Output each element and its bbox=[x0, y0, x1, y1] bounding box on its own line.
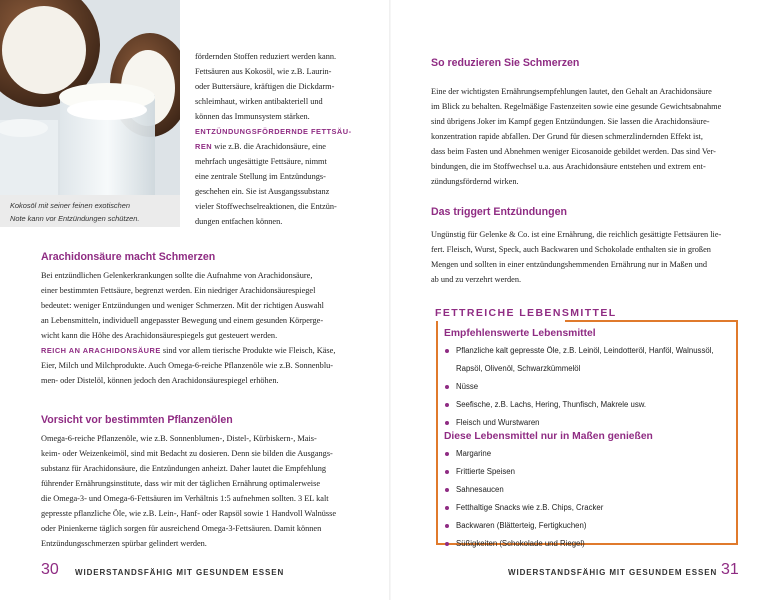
text-line bbox=[41, 491, 361, 506]
list-item: Seefische, z.B. Lachs, Hering, Thunfisch, Makrele usw. bbox=[444, 396, 714, 414]
line-text: fördernden Stoffen reduziert werden kann. bbox=[195, 52, 337, 61]
text-line bbox=[431, 242, 751, 257]
text-line bbox=[195, 199, 353, 214]
recommended-foods-list bbox=[444, 342, 714, 432]
text-line bbox=[41, 506, 361, 521]
text-line bbox=[195, 109, 353, 124]
heading-pflanzenoele: Vorsicht vor bestimmten Pflanzenölen bbox=[41, 414, 233, 426]
paragraph-pflanzenoele bbox=[41, 431, 361, 551]
page-number-left: 30 bbox=[41, 561, 59, 578]
text-line bbox=[195, 184, 353, 199]
text-line bbox=[41, 283, 361, 298]
line-text: Eine der wichtigsten Ernährungsempfehlungen lautet, den Gehalt an Arachidonsäure bbox=[431, 87, 712, 96]
box-subheading-massen: Diese Lebensmittel nur in Maßen genießen bbox=[444, 431, 653, 442]
left-page bbox=[0, 0, 390, 600]
text-line bbox=[41, 313, 361, 328]
line-text: an Lebensmitteln, individuell angepasster Bewegung und einem gesunden Körperge- bbox=[41, 316, 324, 325]
line-text: vieler Stoffwechselreaktionen, die Entzün- bbox=[195, 202, 337, 211]
text-line bbox=[195, 214, 353, 229]
text-line bbox=[195, 169, 353, 184]
small-caps-lead: REN bbox=[195, 142, 213, 151]
line-text: keim- oder Weizenkeimöl, sind mit Bedacht zu dosieren. Denn sie bilden die Ausgangs- bbox=[41, 449, 333, 458]
text-line bbox=[195, 49, 353, 64]
text-line bbox=[41, 446, 361, 461]
line-text: mehrfach ungesättigte Fettsäure, nimmt bbox=[195, 157, 327, 166]
text-line bbox=[41, 536, 361, 551]
line-text: Entzündungsschmerzen spürbar gelindert werden. bbox=[41, 539, 207, 548]
text-line bbox=[431, 84, 751, 99]
small-caps-lead: REICH AN ARACHIDONSÄURE bbox=[41, 346, 161, 355]
line-text: oder Buttersäure, kräftigen die Dickdarm- bbox=[195, 82, 335, 91]
paragraph-entzuendungen bbox=[431, 227, 751, 287]
paragraph-arachidonsaeure bbox=[41, 268, 361, 388]
line-text: eine zentrale Stellung im Entzündungs- bbox=[195, 172, 326, 181]
line-text: Fettsäuren aus Kokosöl, wie z.B. Laurin- bbox=[195, 67, 332, 76]
list-item: Pflanzliche kalt gepresste Öle, z.B. Leinöl, Leindotteröl, Hanföl, Walnussöl, bbox=[444, 342, 714, 360]
line-text: zündungsfördernd wirken. bbox=[431, 177, 519, 186]
moderate-foods-list bbox=[444, 445, 603, 553]
line-text: gepresste pflanzliche Öle, wie z.B. Lein-, Hanf- oder Rapsöl sowie 1 Handvoll Walnüsse bbox=[41, 509, 337, 518]
line-text: substanz für Arachidonsäure, die Entzündungen anheizt. Daher lautet die Empfehlung bbox=[41, 464, 326, 473]
text-line bbox=[41, 521, 361, 536]
photo-caption: Kokosöl mit seiner feinen exotischen Note kann vor Entzündungen schützen. bbox=[0, 195, 180, 227]
list-item: Süßigkeiten (Schokolade und Riegel) bbox=[444, 535, 603, 553]
line-text: konzentration rapide abfallen. Der Grund für diesen schmerzlindernden Effekt ist, bbox=[431, 132, 703, 141]
coconut-oil-photo bbox=[0, 0, 180, 195]
running-head-right: WIDERSTANDSFÄHIG MIT GESUNDEM ESSEN bbox=[508, 568, 718, 577]
text-line bbox=[195, 79, 353, 94]
line-text: dass beim Fasten und Abnehmen weniger Eicosanoide gebildet werden. Das sind Ver- bbox=[431, 147, 716, 156]
box-subheading-empfehlenswert: Empfehlenswerte Lebensmittel bbox=[444, 328, 596, 339]
text-line bbox=[431, 174, 751, 189]
list-item: Rapsöl, Olivenöl, Schwarzkümmelöl bbox=[456, 364, 581, 373]
side-column-text bbox=[195, 49, 353, 229]
text-line bbox=[41, 328, 361, 343]
line-text: Omega-6-reiche Pflanzenöle, wie z.B. Sonnenblumen-, Distel-, Kürbiskern-, Mais- bbox=[41, 434, 317, 443]
text-line bbox=[41, 373, 361, 388]
line-text: ab und zu verzehrt werden. bbox=[431, 275, 522, 284]
list-item: Sahnesaucen bbox=[444, 481, 603, 499]
line-text: bindungen, die im Stoffwechsel u.a. aus Arachidonsäure entstehen und extrem ent- bbox=[431, 162, 706, 171]
line-text: führender Ernährungsinstitute, dass wir mit der täglichen Ernährung optimalerweise bbox=[41, 479, 321, 488]
heading-entzuendungen: Das triggert Entzündungen bbox=[431, 206, 567, 218]
line-text: einer bestimmten Fettsäure, begrenzt werden. Ein niedriger Arachidonsäurespiegel bbox=[41, 286, 316, 295]
line-text: die Omega-3- und Omega-6-Fettsäuren im Verhältnis 1:5 aufnehmen sollten. 3 EL kalt bbox=[41, 494, 329, 503]
list-item: Fetthaltige Snacks wie z.B. Chips, Cracker bbox=[444, 499, 603, 517]
text-line bbox=[431, 114, 751, 129]
line-text: oder Pinienkerne täglich sorgen für ausreichend Omega-3-Fettsäuren. Damit können bbox=[41, 524, 322, 533]
text-line bbox=[431, 129, 751, 144]
text-line bbox=[431, 257, 751, 272]
line-text: Bei entzündlichen Gelenkerkrankungen sollte die Aufnahme von Arachidonsäure, bbox=[41, 271, 313, 280]
line-text: wicht kann die Höhe des Arachidonsäurespiegels gut gesteuert werden. bbox=[41, 331, 278, 340]
right-page bbox=[390, 0, 781, 600]
text-line bbox=[41, 343, 361, 358]
line-text: geschehen ein. Sie ist Ausgangssubstanz bbox=[195, 187, 330, 196]
text-line bbox=[431, 144, 751, 159]
line-text: sind übrigens Joker im Kampf gegen Entzündungen. Sie lassen die Arachidonsäure- bbox=[431, 117, 710, 126]
line-text: schleimhaut, wirken antibakteriell und bbox=[195, 97, 323, 106]
line-text: Mengen und sollten in einer entzündungshemmenden Ernährung nur in Maßen und bbox=[431, 260, 708, 269]
line-text: Ungünstig für Gelenke & Co. ist eine Ernährung, die reichlich gesättigte Fettsäuren lie- bbox=[431, 230, 722, 239]
text-line bbox=[41, 461, 361, 476]
text-line bbox=[41, 476, 361, 491]
small-caps-lead: ENTZÜNDUNGSFÖRDERNDE FETTSÄU- bbox=[195, 127, 352, 136]
list-item: Backwaren (Blätterteig, Fertigkuchen) bbox=[444, 517, 603, 535]
list-item: Fleisch und Wurstwaren bbox=[444, 414, 714, 432]
list-item: Margarine bbox=[444, 445, 603, 463]
running-head-left: WIDERSTANDSFÄHIG MIT GESUNDEM ESSEN bbox=[75, 568, 285, 577]
line-text: können das Immunsystem stärken. bbox=[195, 112, 310, 121]
text-line bbox=[431, 99, 751, 114]
text-line bbox=[41, 298, 361, 313]
text-line bbox=[41, 268, 361, 283]
heading-arachidonsaeure: Arachidonsäure macht Schmerzen bbox=[41, 251, 216, 263]
line-text: bedeutet: weniger Entzündungen und weniger Schmerzen. Mit der richtigen Auswahl bbox=[41, 301, 324, 310]
paragraph-schmerzen-reduzieren bbox=[431, 84, 751, 189]
list-item: Nüsse bbox=[444, 378, 714, 396]
info-box-title: FETTREICHE LEBENSMITTEL bbox=[431, 307, 621, 319]
text-line bbox=[195, 64, 353, 79]
text-line bbox=[431, 159, 751, 174]
line-text: dungen entfachen können. bbox=[195, 217, 283, 226]
info-box-top-border bbox=[565, 320, 738, 322]
line-text: men- oder Distelöl, können jedoch den Arachidonsäurespiegel erhöhen. bbox=[41, 376, 279, 385]
text-line bbox=[195, 154, 353, 169]
text-line bbox=[431, 272, 751, 287]
line-text: Eier, Milch und Milchprodukte. Auch Omega-6-reiche Pflanzenöle wie z.B. Sonnenblu- bbox=[41, 361, 334, 370]
text-line bbox=[41, 358, 361, 373]
heading-schmerzen-reduzieren: So reduzieren Sie Schmerzen bbox=[431, 57, 580, 69]
line-text: sind vor allem tierische Produkte wie Fleisch, Käse, bbox=[160, 346, 336, 355]
list-item: Frittierte Speisen bbox=[444, 463, 603, 481]
text-line bbox=[431, 227, 751, 242]
text-line bbox=[41, 431, 361, 446]
text-line bbox=[195, 139, 353, 154]
text-line bbox=[195, 94, 353, 109]
page-number-right: 31 bbox=[721, 561, 739, 578]
line-text: im Blick zu behalten. Regelmäßige Fastenzeiten sowie eine gesunde Gewichtsabnahme bbox=[431, 102, 722, 111]
text-line bbox=[195, 124, 353, 139]
line-text: wie z.B. die Arachidonsäure, eine bbox=[212, 142, 326, 151]
line-text: fert. Fleisch, Wurst, Speck, auch Backwaren und Schokolade enthalten sie in großen bbox=[431, 245, 711, 254]
